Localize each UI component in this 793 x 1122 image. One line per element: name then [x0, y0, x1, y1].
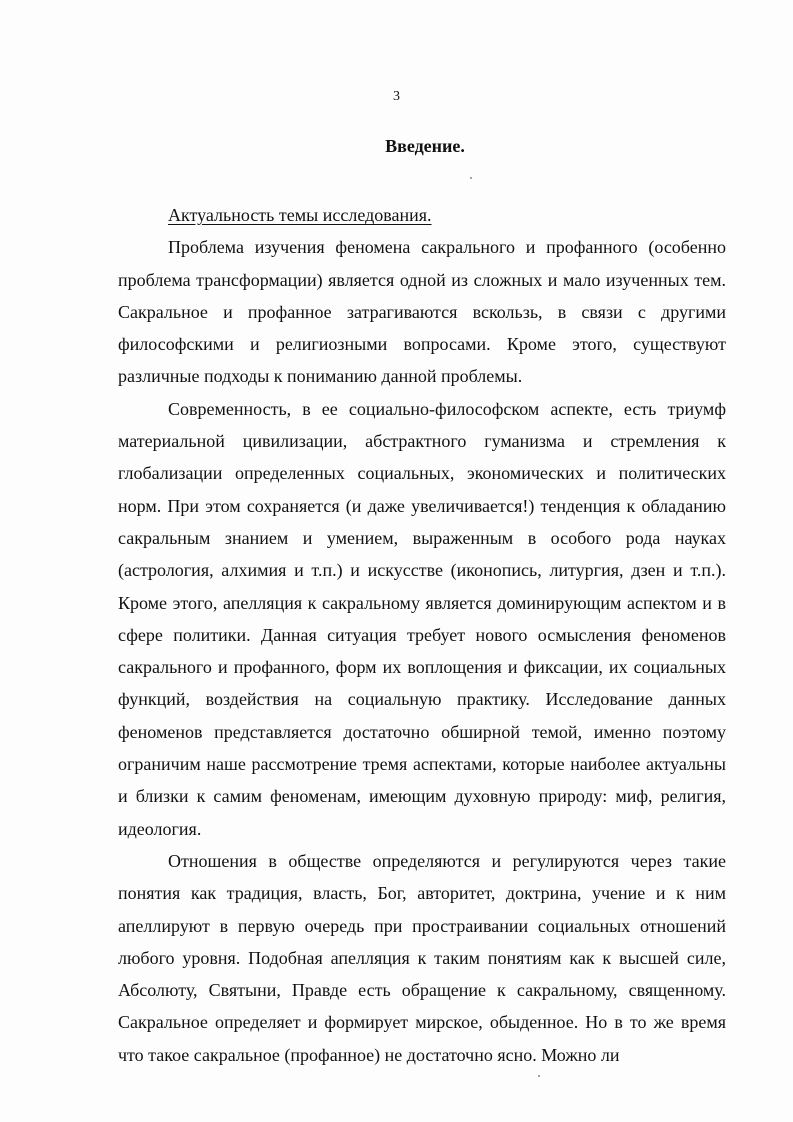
section-heading-line: [118, 199, 726, 231]
body-text: [118, 199, 726, 1071]
paragraph-1: Проблема изучения феномена сакрального и профанного (особенно проблема трансформации) является одной из сложных и мало изученных тем. Сакральное и профанное затрагиваются вскользь, в связи с другими философскими и религиозными вопросами. Кроме этого, существуют различные подходы к пониманию данной проблемы.: [118, 237, 726, 387]
page-title: Введение.: [385, 136, 465, 156]
scan-speck: [538, 1075, 540, 1077]
page-number: 3: [393, 89, 400, 104]
paragraph-2: Современность, в ее социально-философском аспекте, есть триумф материальной цивилизации, абстрактного гуманизма и стремления к глобализации определенных социальных, экономических и политических норм. При этом сохраняется (и даже увеличивается!) тенденция к обладанию сакральным знанием и умением, выраженным в особого рода науках (астрология, алхимия и т.п.) и искусстве (иконопись, литургия, дзен и т.п.). Кроме этого, апелляция к сакральному является доминирующим аспектом и в сфере политики. Данная ситуация требует нового осмысления феноменов сакрального и профанного, форм их воплощения и фиксации, их социальных функций, воздействия на социальную практику. Исследование данных феноменов представляется достаточно обширной темой, именно поэтому ограничим наше рассмотрение тремя аспектами, которые наиболее актуальны и близки к самим феноменам, имеющим духовную природу: миф, религия, идеология.: [118, 398, 726, 839]
scan-speck: [470, 177, 472, 179]
paragraph-3: Отношения в обществе определяются и регулируются через такие понятия как традиция, власть, Бог, авторитет, доктрина, учение и к ним апеллируют в первую очередь при простраивании социальных отношений любого уровня. Подобная апелляция к таким понятиям как к высшей силе, Абсолюту, Святыни, Правде есть обращение к сакральному, священному. Сакральное определяет и формирует мирское, обыденное. Но в то же время что такое сакральное (профанное) не достаточно ясно. Можно ли: [118, 850, 726, 1065]
section-heading: Актуальность темы исследования.: [168, 205, 432, 225]
